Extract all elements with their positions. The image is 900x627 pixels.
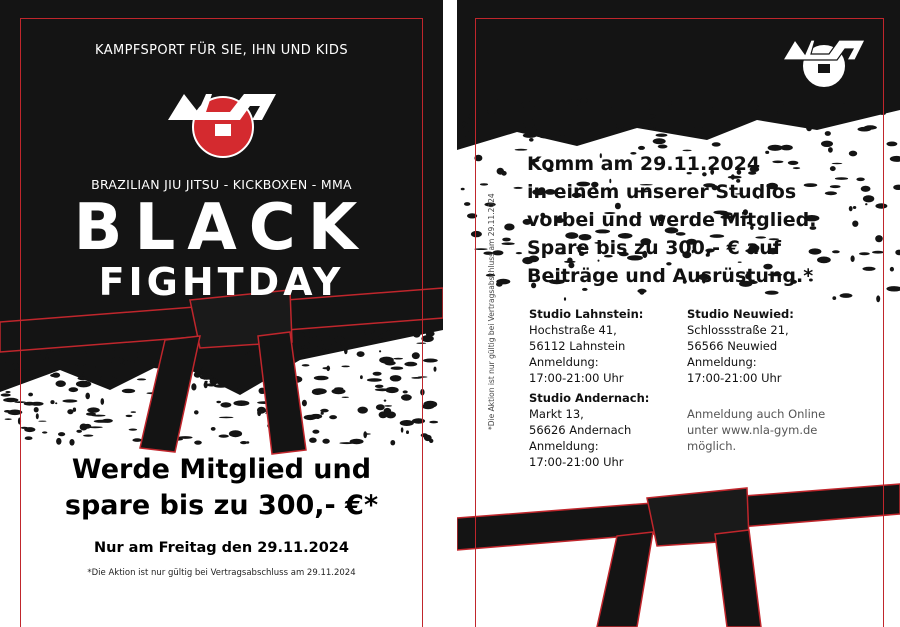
studio-line: 56626 Andernach xyxy=(529,423,632,437)
studio-name: Studio Andernach: xyxy=(529,391,650,405)
studio-lahnstein xyxy=(529,306,643,386)
offer-title xyxy=(527,150,887,290)
studio-line: Markt 13, xyxy=(529,407,584,421)
studio-line: 17:00-21:00 Uhr xyxy=(529,455,624,469)
subline: Nur am Freitag den 29.11.2024 xyxy=(94,540,349,556)
online-line: Anmeldung auch Online xyxy=(687,407,826,421)
studio-line: 56566 Neuwied xyxy=(687,339,778,353)
offer-title-line: vorbei und werde Mitglied. xyxy=(527,209,817,231)
belt-end-left xyxy=(597,532,653,627)
disclaimer: *Die Aktion ist nur gültig bei Vertragsabschluss am 29.11.2024 xyxy=(87,568,356,578)
headline-line-2: spare bis zu 300,- €* xyxy=(64,490,379,521)
disclaimer-vertical: *Die Aktion ist nur gültig bei Vertragsabschluss am 29.11.2024 xyxy=(487,193,496,430)
tagline: KAMPFSPORT FÜR SIE, IHN UND KIDS xyxy=(95,43,348,58)
offer-title-line: Komm am 29.11.2024 xyxy=(527,153,761,175)
studio-neuwied xyxy=(687,306,794,386)
belt-end-right xyxy=(715,530,761,627)
flyer-back-page xyxy=(457,0,900,627)
online-line: möglich. xyxy=(687,439,737,453)
online-registration xyxy=(687,406,825,454)
disciplines: BRAZILIAN JIU JITSU - KICKBOXEN - MMA xyxy=(91,177,352,192)
page-gutter xyxy=(443,0,457,627)
studio-line: 17:00-21:00 Uhr xyxy=(529,371,624,385)
nla-logo xyxy=(160,82,286,158)
offer-title-line: Beiträge und Ausrüstung.* xyxy=(527,265,814,287)
studio-line: Anmeldung: xyxy=(529,439,599,453)
nla-logo xyxy=(779,30,869,90)
studio-name: Studio Lahnstein: xyxy=(529,307,644,321)
studio-line: 56112 Lahnstein xyxy=(529,339,626,353)
studio-name: Studio Neuwied: xyxy=(687,307,794,321)
studio-line: Schlossstraße 21, xyxy=(687,323,789,337)
studio-line: Anmeldung: xyxy=(529,355,599,369)
studio-line: Hochstraße 41, xyxy=(529,323,617,337)
flyer-front-page xyxy=(0,0,443,627)
studio-line: 17:00-21:00 Uhr xyxy=(687,371,782,385)
title-black: BLACK xyxy=(73,191,370,265)
headline-line-1: Werde Mitglied und xyxy=(71,454,372,485)
studio-line: Anmeldung: xyxy=(687,355,757,369)
offer-title-line: in einem unserer Studios xyxy=(527,181,797,203)
online-line: unter www.nla-gym.de xyxy=(687,423,818,437)
studio-andernach xyxy=(529,390,649,470)
title-fightday: FIGHTDAY xyxy=(98,260,345,304)
offer-title-line: Spare bis zu 300,- € auf xyxy=(527,237,782,259)
headline xyxy=(0,452,443,524)
grunge-background xyxy=(457,0,900,627)
